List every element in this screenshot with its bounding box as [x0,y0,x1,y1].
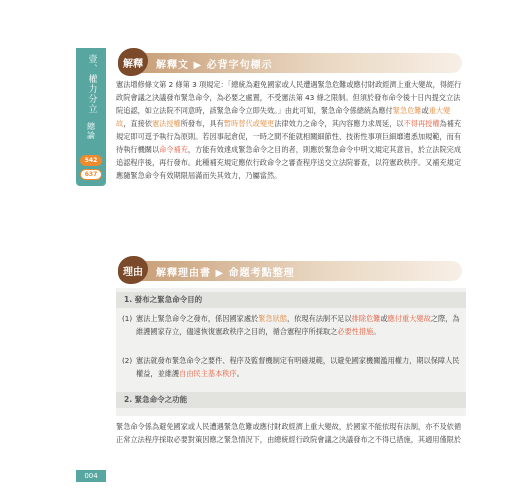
chapter-subtitle: 總論 [86,122,96,140]
section-badge: 解釋 [118,48,148,76]
text-run: 。 [236,369,244,378]
text-run: 憲法上緊急命令之發布，係因國家處於 [136,314,259,323]
highlighted-phrase: 必要性措施 [337,327,374,336]
section-header-reasoning [118,260,462,282]
text-run: 之際，為維護國家存立，儘速恢復憲政秩序之目的，循合憲程序所採取之 [136,314,460,336]
chapter-title: 壹、權力分立 [86,54,97,114]
text-run: ，方能有效達成緊急命令之目的者，則應於緊急命令中明文規定其意旨，於立法院完成追認程序後，再行發布。此種補充規定應依行政命令之審查程序送交立法院審查，以符憲政秩序。又補充規定應隨緊急命令有效期限屆滿而失其效力，乃屬當然。 [116,145,462,180]
text-run: 法律效力之命令，其內容應力求周延，以 [274,119,404,128]
text-run: 所發布，具有 [180,119,224,128]
highlighted-phrase: 不得再授權 [403,119,440,128]
list-item [122,354,462,380]
text-run: 為補充規定即可逕予執行為原則。若因事起倉促，一時之間不能就相關細節性、技術性事項巨細靡遺悉加規範，而有待執行機關以 [116,119,462,154]
panel-heading: 2. 緊急命令之功能 [116,392,466,408]
page-number: 004 [76,470,106,482]
highlighted-phrase: 憲法授權 [151,119,181,128]
text-run: 或 [421,106,429,115]
key-points-panel [116,288,466,416]
highlighted-phrase: 重大變故 [116,106,451,128]
text-run: ，依現有法制不足以 [286,314,352,323]
highlighted-phrase: 排除危難 [351,314,381,323]
section-title: 解釋理由書 ▶ 命題考點整理 [140,261,462,281]
text-run: 。 [373,327,381,336]
section-badge: 理由 [118,256,148,284]
function-text: 緊急命令係為避免國家或人民遭遇緊急危難或應付財政經濟上重大變故，於國家不能依現有法制，亦不及依循正常立法程序採取必要對策因應之緊急情況下，由總統經行政院會議之決議發布之不得已措施，其適用僅限於 [116,422,462,444]
highlighted-phrase: 緊急狀態 [258,314,287,323]
interpretation-text [116,78,462,182]
highlighted-phrase: 應付重大變故 [387,314,431,323]
text-run: 憲法增修條文第 2 條第 3 項規定：「總統為避免國家或人民遭遇緊急危難或應付財政經濟上重大變故，得經行政院會議之決議發布緊急命令，為必要之處置，不受憲法第 43 條之限制。但須於發布命令後十日內提交立法院追認，如立法院不同意時，該緊急命令立即失效。」由此可知，緊急命令係總統為應付 [116,80,462,115]
text-run: 憲法就發布緊急命令之要件、程序及監督機制定有明確規範，以避免國家機關濫用權力，期以保障人民權益，並維護 [136,356,460,378]
panel-heading: 1. 發布之緊急命令目的 [116,292,466,308]
item-text [136,312,462,338]
item-marker: (1) [122,314,133,323]
text-run: 或 [380,314,388,323]
highlighted-phrase: 自由民主基本秩序 [179,369,237,378]
highlighted-phrase: 命令補充 [159,145,188,154]
text-run: ，直接依 [123,119,152,128]
item-text [136,354,462,380]
section-header-interpretation [118,52,462,74]
highlighted-phrase: 緊急危難 [392,106,422,115]
highlighted-phrase: 暫時替代或變更 [223,119,275,128]
section-title: 解釋文 ▶ 必背字句標示 [140,53,462,73]
page-ref-badge: 542 [80,155,102,166]
page-ref-badge: 637 [80,169,102,180]
list-item [122,312,462,338]
item-marker: (2) [122,356,133,365]
